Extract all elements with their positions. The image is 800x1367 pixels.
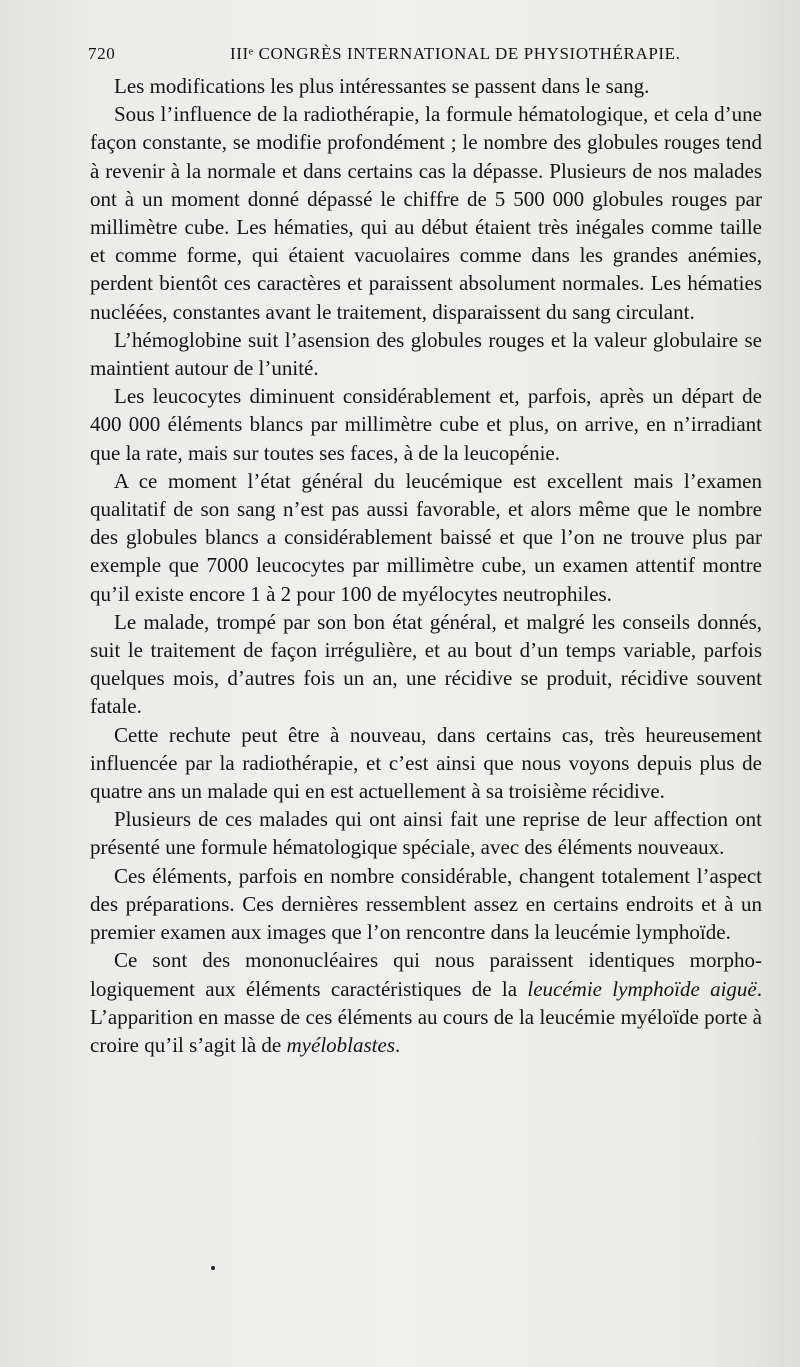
italic-term-lymphoid: leucémie lymphoïde aiguë bbox=[527, 976, 757, 1001]
paragraph: Ces éléments, parfois en nombre considérable, changent totalement l’aspect des préparations. Ces dernières ressemblent assez en certains endroits et à un premier examen aux images que l’on rencontre dans la leucémie lymphoïde. bbox=[90, 863, 762, 945]
paragraph: Sous l’influence de la radiothérapie, la formule hématologique, et cela d’une façon constante, se modifie profondément ; le nombre des globules rouges tend à revenir à la normale et dans certains cas la dépasse. Plusieurs de nos malades ont à un moment donné dépassé le chiffre de 5 500 000 globules rouges par millimètre cube. Les hématies, qui au début étaient très inégales comme taille et comme forme, qui étaient vacuolaires comme dans les grandes anémies, perdent bientôt ces caractères et paraissent absolument normales. Les hématies nucléées, constantes avant le traitement, disparaissent du sang circulant. bbox=[90, 102, 762, 324]
paragraph: Les leucocytes diminuent considérablement et, parfois, après un départ de 400 000 éléments blancs par millimètre cube et plus, on arrive, en n’irradiant que la rate, mais sur toutes ses faces, à de la leucopénie. bbox=[90, 384, 762, 465]
page-number: 720 bbox=[88, 44, 116, 63]
paragraph-final bbox=[90, 946, 762, 1059]
paragraph: L’hémoglobine suit l’asension des globules rouges et la valeur globulaire se maintient autour de l’unité. bbox=[90, 327, 762, 381]
body-text bbox=[90, 72, 762, 1059]
paragraph: Cette rechute peut être à nouveau, dans certains cas, très heureusement influencée par la radiothérapie, et c’est ainsi que nous voyons depuis plus de quatre ans un malade qui en est actuellement à sa troisième récidive. bbox=[90, 722, 762, 804]
paragraph: Les modifications les plus intéressantes se passent dans le sang. bbox=[114, 74, 650, 98]
italic-term-myeloblasts: myéloblastes bbox=[286, 1032, 395, 1057]
paragraph: Plusieurs de ces malades qui ont ainsi fait une reprise de leur affection ont présenté une formule hématologique spéciale, avec des éléments nouveaux. bbox=[90, 807, 762, 860]
paragraph: A ce moment l’état général du leucémique est excellent mais l’examen qualitatif de son sang n’est pas aussi favorable, et alors même que le nombre des globules blancs a considérablement baissé et que l’on ne trouve plus par exemple que 7000 leucocytes par millimètre cube, un examen attentif montre qu’il existe encore 1 à 2 pour 100 de myélocytes neutrophiles. bbox=[90, 468, 762, 606]
final-text-part-3: . bbox=[395, 1032, 401, 1057]
running-title: IIIᵉ CONGRÈS INTERNATIONAL DE PHYSIOTHÉRAPIE. bbox=[230, 44, 681, 63]
paragraph: Le malade, trompé par son bon état général, et malgré les conseils donnés, suit le traitement de façon irrégulière, et au bout d’un temps variable, parfois quelques mois, d’autres fois un an, une récidive se produit, récidive souvent fatale. bbox=[90, 609, 762, 719]
ink-speck bbox=[211, 1266, 215, 1270]
final-text-part-2: . L’apparition en masse de ces éléments au cours de la leucémie myéloïde porte à croire qu’il s’agit là de bbox=[90, 976, 762, 1057]
final-text-part-1: Ce sont des mononucléaires qui nous paraissent identiques morphologiquement aux éléments caractéristiques de la bbox=[90, 948, 762, 1001]
